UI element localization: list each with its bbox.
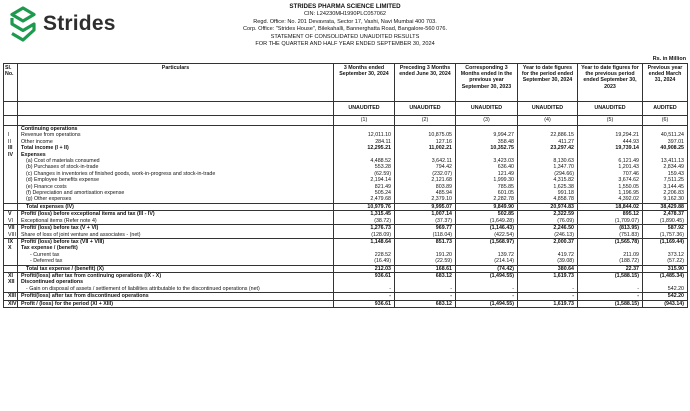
row-value: - <box>518 293 578 300</box>
row-value: 2,282.78 <box>456 196 518 203</box>
row-value: (1,588.15) <box>578 300 643 307</box>
row-value: (1,146.43) <box>456 225 518 232</box>
row-value: 3,144.45 <box>643 184 688 190</box>
table-row <box>4 225 688 232</box>
audit-status-row <box>4 102 688 116</box>
row-value: 2,478.37 <box>643 211 688 218</box>
status-cell: UNAUDITED <box>456 102 518 116</box>
row-value: 4,392.02 <box>578 196 643 203</box>
row-value: (1,649.28) <box>456 218 518 225</box>
col-particulars: Particulars <box>18 64 334 102</box>
table-row <box>4 293 688 300</box>
row-sl-number: I <box>4 132 18 138</box>
row-value: 4,488.52 <box>334 158 395 164</box>
row-value: 211.09 <box>578 252 643 258</box>
column-index-row <box>4 116 688 126</box>
index-cell: (4) <box>518 116 578 126</box>
row-value: 936.61 <box>334 272 395 279</box>
row-value: 895.12 <box>578 211 643 218</box>
row-label: Profit/(loss) after tax from continuing operations (IX - X) <box>18 272 334 279</box>
row-value <box>334 126 395 133</box>
row-sl-number: VI <box>4 218 18 225</box>
table-row <box>4 258 688 265</box>
row-label: (b) Purchases of stock-in-trade <box>18 164 334 170</box>
row-sl-number <box>4 196 18 203</box>
table-row <box>4 286 688 293</box>
row-value: (22.59) <box>395 258 456 265</box>
row-value: (751.83) <box>578 232 643 239</box>
row-sl-number <box>4 126 18 133</box>
row-value: 1,347.70 <box>518 164 578 170</box>
table-row <box>4 203 688 210</box>
row-value: 10,352.75 <box>456 145 518 151</box>
row-value: 2,322.59 <box>518 211 578 218</box>
table-row <box>4 126 688 133</box>
row-label: (a) Cost of materials consumed <box>18 158 334 164</box>
row-label: Discontinued operations <box>18 279 334 285</box>
row-value: 284.11 <box>334 139 395 145</box>
row-value: 397.01 <box>643 139 688 145</box>
row-label: (c) Changes in inventories of finished goods, work-in-progress and stock-in-trade <box>18 171 334 177</box>
row-sl-number: XIV <box>4 300 18 307</box>
status-cell: UNAUDITED <box>334 102 395 116</box>
row-value: (1,757.36) <box>643 232 688 239</box>
row-value: 9,162.30 <box>643 196 688 203</box>
row-label: Total income (I + II) <box>18 145 334 151</box>
row-sl-number: X <box>4 245 18 251</box>
row-value: 794.42 <box>395 164 456 170</box>
row-value: 168.61 <box>395 265 456 272</box>
row-sl-number: XIII <box>4 293 18 300</box>
row-value: 2,479.68 <box>334 196 395 203</box>
row-value <box>578 126 643 133</box>
col-sl: Sl. No. <box>4 64 18 102</box>
row-value: 22,886.15 <box>518 132 578 138</box>
row-value: 373.12 <box>643 252 688 258</box>
table-row <box>4 238 688 245</box>
row-value: 969.77 <box>395 225 456 232</box>
col-ytd-sep-2023: Year to date figures for the previous period ended September 30, 2023 <box>578 64 643 102</box>
row-value: 419.72 <box>518 252 578 258</box>
row-value: 3,674.62 <box>578 177 643 183</box>
table-row <box>4 272 688 279</box>
row-value: 38,429.88 <box>643 203 688 210</box>
row-value: (188.72) <box>578 258 643 265</box>
table-row <box>4 232 688 239</box>
row-value: 707.46 <box>578 171 643 177</box>
row-sl-number: XI <box>4 272 18 279</box>
row-value: (1,709.07) <box>578 218 643 225</box>
row-value: 159.43 <box>643 171 688 177</box>
row-label: Total expenses (IV) <box>18 203 334 210</box>
row-value: 8,130.63 <box>518 158 578 164</box>
index-cell: (5) <box>578 116 643 126</box>
row-value: 1,276.73 <box>334 225 395 232</box>
row-value: 4,315.82 <box>518 177 578 183</box>
row-label: Tax expense / (benefit) <box>18 245 334 251</box>
row-value: 40,908.25 <box>643 145 688 151</box>
row-value: 2,379.10 <box>395 196 456 203</box>
row-sl-number <box>4 265 18 272</box>
row-label: Profit/ (loss) before tax (VII + VIII) <box>18 238 334 245</box>
row-value: 18,844.02 <box>578 203 643 210</box>
row-value <box>643 126 688 133</box>
row-value: 212.03 <box>334 265 395 272</box>
row-value: 2,206.83 <box>643 190 688 196</box>
row-value: 1,619.73 <box>518 272 578 279</box>
col-q-sep-2024: 3 Months ended September 30, 2024 <box>334 64 395 102</box>
row-value: 11,002.21 <box>395 145 456 151</box>
row-label: (g) Other expenses <box>18 196 334 203</box>
row-sl-number: III <box>4 145 18 151</box>
row-value: (232.07) <box>395 171 456 177</box>
row-value: 505.24 <box>334 190 395 196</box>
row-value: 10,979.76 <box>334 203 395 210</box>
row-value: 1,619.73 <box>518 300 578 307</box>
row-label: Revenue from operations <box>18 132 334 138</box>
row-value: (118.04) <box>395 232 456 239</box>
row-value: 12,295.21 <box>334 145 395 151</box>
row-value: (1,494.55) <box>456 300 518 307</box>
status-cell: UNAUDITED <box>518 102 578 116</box>
row-label: Profit/ (loss) before exceptional items and tax (III - IV) <box>18 211 334 218</box>
row-label: - Gain on disposal of assets / settlement of liabilities attributable to the discontinued operations (net) <box>18 286 334 293</box>
row-value: (214.14) <box>456 258 518 265</box>
row-value: (1,485.34) <box>643 272 688 279</box>
row-value: 683.12 <box>395 300 456 307</box>
row-sl-number: IV <box>4 152 18 158</box>
row-sl-number: XII <box>4 279 18 285</box>
row-sl-number: IX <box>4 238 18 245</box>
row-value: 991.18 <box>518 190 578 196</box>
status-cell: UNAUDITED <box>578 102 643 116</box>
row-sl-number <box>4 286 18 293</box>
row-value: - <box>578 293 643 300</box>
row-value: 587.92 <box>643 225 688 232</box>
row-value: 3,423.03 <box>456 158 518 164</box>
row-value: (1,568.97) <box>456 238 518 245</box>
row-value: 851.73 <box>395 238 456 245</box>
row-value: 20,974.83 <box>518 203 578 210</box>
row-value: 542.20 <box>643 293 688 300</box>
row-value: - <box>578 286 643 293</box>
row-value: 10,875.05 <box>395 132 456 138</box>
row-value: 9,995.07 <box>395 203 456 210</box>
row-value: 2,246.50 <box>518 225 578 232</box>
row-value: 139.72 <box>456 252 518 258</box>
row-value: 502.85 <box>456 211 518 218</box>
row-value: (128.09) <box>334 232 395 239</box>
table-row <box>4 300 688 307</box>
row-value: (62.59) <box>334 171 395 177</box>
table-row <box>4 196 688 203</box>
row-value: 2,194.14 <box>334 177 395 183</box>
row-value: (294.66) <box>518 171 578 177</box>
row-label: Exceptional items (Refer note 4) <box>18 218 334 225</box>
index-cell: (6) <box>643 116 688 126</box>
row-sl-number: VII <box>4 225 18 232</box>
row-value: 1,201.43 <box>578 164 643 170</box>
row-value: - <box>334 293 395 300</box>
cin-line: CIN: L24230MH1990PLC057062 <box>303 11 387 17</box>
row-value <box>395 126 456 133</box>
row-value: 2,000.37 <box>518 238 578 245</box>
row-value: 22.37 <box>578 265 643 272</box>
row-label: (e) Finance costs <box>18 184 334 190</box>
table-row <box>4 265 688 272</box>
statement-title: STATEMENT OF CONSOLIDATED UNAUDITED RESULTS <box>270 33 420 40</box>
col-q-sep-2023: Corresponding 3 Months ended in the previous year September 30, 2023 <box>456 64 518 102</box>
row-value: (1,588.15) <box>578 272 643 279</box>
row-label: Share of loss of joint venture and associates - (net) <box>18 232 334 239</box>
row-value: - <box>334 286 395 293</box>
row-value: 7,511.25 <box>643 177 688 183</box>
row-value: 228.52 <box>334 252 395 258</box>
row-value: 9,994.27 <box>456 132 518 138</box>
row-value: 444.93 <box>578 139 643 145</box>
row-value: 1,315.45 <box>334 211 395 218</box>
row-value: (38.72) <box>334 218 395 225</box>
row-value: (16.49) <box>334 258 395 265</box>
row-value: 601.05 <box>456 190 518 196</box>
row-value: 380.64 <box>518 265 578 272</box>
row-value: (246.13) <box>518 232 578 239</box>
row-sl-number: V <box>4 211 18 218</box>
row-sl-number <box>4 258 18 265</box>
table-row <box>4 211 688 218</box>
row-value: 4,858.78 <box>518 196 578 203</box>
col-q-jun-2024: Preceding 3 Months ended June 30, 2024 <box>395 64 456 102</box>
row-value: (943.14) <box>643 300 688 307</box>
status-cell: UNAUDITED <box>395 102 456 116</box>
row-value: 191.20 <box>395 252 456 258</box>
row-value: (1,565.78) <box>578 238 643 245</box>
row-value: 2,121.68 <box>395 177 456 183</box>
row-value: 1,148.64 <box>334 238 395 245</box>
row-value: 121.49 <box>456 171 518 177</box>
index-cell: (2) <box>395 116 456 126</box>
row-value: (813.95) <box>578 225 643 232</box>
row-value: 1,625.38 <box>518 184 578 190</box>
row-value: 821.49 <box>334 184 395 190</box>
units-label: Rs. in Million <box>652 56 686 62</box>
row-value: 3,642.11 <box>395 158 456 164</box>
row-value: (39.08) <box>518 258 578 265</box>
company-name: STRIDES PHARMA SCIENCE LIMITED <box>289 3 401 10</box>
row-value: (76.09) <box>518 218 578 225</box>
row-label: Total tax expense / (benefit) (X) <box>18 265 334 272</box>
corp-office: Corp. Office: "Strides House", Bilekahalli, Bannerghatta Road, Bangalore-560 076. <box>242 26 448 32</box>
row-label: (d) Employee benefits expense <box>18 177 334 183</box>
row-value: 6,121.49 <box>578 158 643 164</box>
index-cell: (1) <box>334 116 395 126</box>
col-ytd-sep-2024: Year to date figures for the period ended September 30, 2024 <box>518 64 578 102</box>
row-value: 636.40 <box>456 164 518 170</box>
regd-office: Regd. Office: No. 201 Devavrata, Sector 17, Vashi, Navi Mumbai 400 703. <box>253 18 437 25</box>
row-value: 1,196.95 <box>578 190 643 196</box>
row-value: 315.90 <box>643 265 688 272</box>
column-header-row <box>4 64 688 102</box>
logo-wordmark: Strides <box>43 12 116 35</box>
row-value: - <box>395 293 456 300</box>
row-value: - <box>456 286 518 293</box>
row-label: Profit/ (loss) before tax (V + VI) <box>18 225 334 232</box>
row-label: Other income <box>18 139 334 145</box>
row-value: - <box>456 293 518 300</box>
row-label: (f) Depreciation and amortisation expense <box>18 190 334 196</box>
row-label: - Current tax <box>18 252 334 258</box>
row-value: 127.16 <box>395 139 456 145</box>
row-value: 13,411.13 <box>643 158 688 164</box>
row-label: Profit/(loss) after tax from discontinued operations <box>18 293 334 300</box>
row-value: - <box>518 286 578 293</box>
row-label: Profit / (loss) for the period (XI + XIII) <box>18 300 334 307</box>
row-value: 785.85 <box>456 184 518 190</box>
row-value: 40,511.24 <box>643 132 688 138</box>
row-value: 936.61 <box>334 300 395 307</box>
row-value: (1,169.44) <box>643 238 688 245</box>
row-value: 12,011.10 <box>334 132 395 138</box>
results-table <box>3 63 688 308</box>
row-value: 411.27 <box>518 139 578 145</box>
row-sl-number: II <box>4 139 18 145</box>
row-value: (1,890.45) <box>643 218 688 225</box>
row-value: 1,550.05 <box>578 184 643 190</box>
row-value: 803.89 <box>395 184 456 190</box>
table-row <box>4 218 688 225</box>
index-cell: (3) <box>456 116 518 126</box>
row-sl-number <box>4 203 18 210</box>
row-value: (37.37) <box>395 218 456 225</box>
row-value: 542.20 <box>643 286 688 293</box>
row-value: (1,494.55) <box>456 272 518 279</box>
row-value: 485.94 <box>395 190 456 196</box>
row-value: 9,849.90 <box>456 203 518 210</box>
col-fy-mar-2024: Previous year ended March 31, 2024 <box>643 64 688 102</box>
row-value: 683.12 <box>395 272 456 279</box>
status-cell: AUDITED <box>643 102 688 116</box>
row-value: (57.22) <box>643 258 688 265</box>
row-value: 1,007.14 <box>395 211 456 218</box>
row-value: 553.28 <box>334 164 395 170</box>
row-label: - Deferred tax <box>18 258 334 265</box>
period-title: FOR THE QUARTER AND HALF YEAR ENDED SEPTEMBER 30, 2024 <box>255 41 435 47</box>
row-value: 2,834.49 <box>643 164 688 170</box>
row-value: 1,999.30 <box>456 177 518 183</box>
row-label: Expenses <box>18 152 334 158</box>
row-value: 19,739.14 <box>578 145 643 151</box>
row-value: (74.42) <box>456 265 518 272</box>
row-value: 23,297.42 <box>518 145 578 151</box>
row-value: 19,294.21 <box>578 132 643 138</box>
row-value: (422.54) <box>456 232 518 239</box>
row-label: Continuing operations <box>18 126 334 133</box>
row-value: 358.48 <box>456 139 518 145</box>
row-value <box>518 126 578 133</box>
row-value <box>456 126 518 133</box>
row-value: - <box>395 286 456 293</box>
row-sl-number: VIII <box>4 232 18 239</box>
